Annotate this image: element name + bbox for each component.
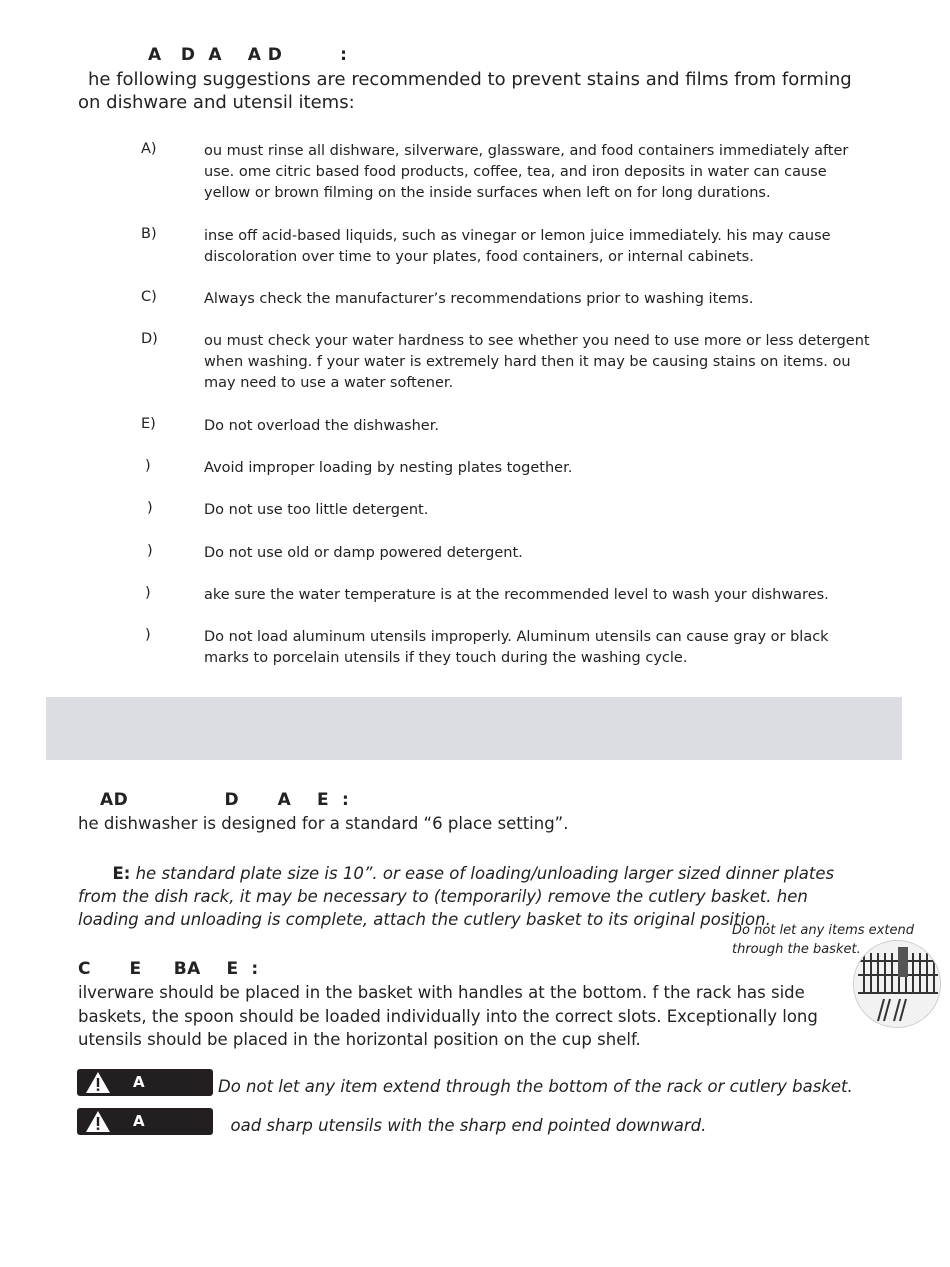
note-label: E: xyxy=(78,864,131,883)
cutlery-heading: C E BA E : xyxy=(78,959,259,979)
list-text: ake sure the water temperature is at the recommended level to wash your dishwares. xyxy=(204,587,829,603)
list-letter: A) xyxy=(141,141,157,157)
list-letter: ) xyxy=(145,458,151,474)
loading-intro: he dishwasher is designed for a standard “6 place setting”. xyxy=(78,814,569,833)
list-text: ou must check your water hardness to see whether you need to use more or less detergent when washing. f your water is extremely hard then it may be causing stains on items. ou may need to use a water softener. xyxy=(204,333,870,391)
note-text: he standard plate size is 10”. or ease of loading/unloading larger sized dinner plates from the dish rack, it may be necessary to (temporarily) remove the cutlery basket. hen loading and unloading is complete, attach the cutlery basket to its original position. xyxy=(78,864,835,929)
warning-badge xyxy=(77,1069,213,1096)
list-text: Avoid improper loading by nesting plates together. xyxy=(204,460,573,476)
list-text: inse off acid-based liquids, such as vinegar or lemon juice immediately. his may cause discoloration over time to your plates, food containers, or internal cabinets. xyxy=(204,228,831,265)
list-letter: ) xyxy=(147,500,153,516)
list-text: ou must rinse all dishware, silverware, glassware, and food containers immediately after use. ome citric based food products, coffee, tea, and iron deposits in water can cause yellow or brown filming on the inside surfaces when left on for long durations. xyxy=(204,143,849,201)
list-text: Do not use old or damp powered detergent. xyxy=(204,545,523,561)
loading-heading: AD D A E : xyxy=(100,790,350,810)
warning-text: Do not let any item extend through the bottom of the rack or cutlery basket. xyxy=(218,1077,853,1096)
list-letter: ) xyxy=(147,543,153,559)
list-letter: B) xyxy=(141,226,157,242)
list-letter: ) xyxy=(145,627,151,643)
stains-intro: he following suggestions are recommended to prevent stains and films from forming on dishware and utensil items: xyxy=(78,69,852,113)
basket-caption: Do not let any items extend through the basket. xyxy=(732,923,914,957)
list-letter: D) xyxy=(141,331,158,347)
list-letter: ) xyxy=(145,585,151,601)
cutlery-basket-icon xyxy=(853,940,941,1028)
warning-badge-label: A xyxy=(133,1073,145,1091)
list-text: Do not overload the dishwasher. xyxy=(204,418,439,434)
list-text: Do not load aluminum utensils improperly. Aluminum utensils can cause gray or black marks to porcelain utensils if they touch during the washing cycle. xyxy=(204,629,829,666)
list-letter: C) xyxy=(141,289,157,305)
warning-triangle-icon xyxy=(85,1110,111,1137)
stains-heading: A D A A D : xyxy=(148,45,348,65)
warning-text: oad sharp utensils with the sharp end pointed downward. xyxy=(220,1116,707,1135)
warning-badge-label: A xyxy=(133,1112,145,1130)
list-text: Do not use too little detergent. xyxy=(204,502,429,518)
warning-triangle-icon xyxy=(85,1071,111,1098)
list-text: Always check the manufacturer’s recommendations prior to washing items. xyxy=(204,291,754,307)
section-divider-band xyxy=(46,697,902,760)
list-letter: E) xyxy=(141,416,156,432)
cutlery-text: ilverware should be placed in the basket with handles at the bottom. f the rack has side baskets, the spoon should be loaded individually into the correct slots. Exceptionally long utensils should be placed in the horizontal position on the cup shelf. xyxy=(78,983,818,1049)
warning-badge xyxy=(77,1108,213,1135)
